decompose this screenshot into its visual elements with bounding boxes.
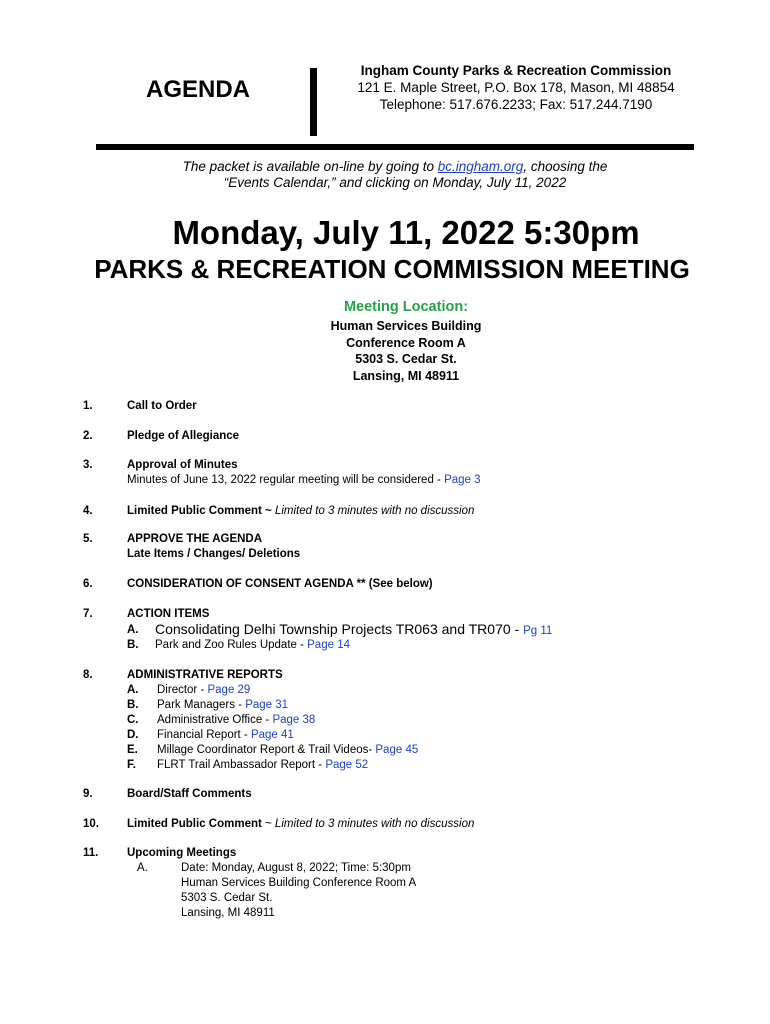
page-reference[interactable]: Page 31 — [245, 699, 289, 711]
sub-item-text: Millage Coordinator Report & Trail Videos- — [157, 744, 376, 756]
item-note: ~ Limited to 3 minutes with no discussion — [265, 818, 475, 830]
item-title: ADMINISTRATIVE REPORTS — [127, 669, 283, 681]
item-title: CONSIDERATION OF CONSENT AGENDA ** (See below) — [127, 578, 433, 590]
page-reference[interactable]: Page 3 — [444, 474, 481, 486]
page-reference[interactable]: Pg 11 — [523, 625, 553, 637]
organization-address: 121 E. Maple Street, P.O. Box 178, Mason, MI 48854 — [357, 80, 675, 95]
packet-notice — [96, 159, 694, 191]
sub-item — [127, 698, 747, 713]
item-title: ACTION ITEMS — [127, 608, 210, 620]
organization-block — [346, 62, 686, 113]
sub-item-text: Administrative Office - — [157, 714, 273, 726]
location-line: Human Services Building — [330, 319, 482, 333]
sub-item — [127, 861, 747, 876]
organization-phone: Telephone: 517.676.2233; Fax: 517.244.7190 — [379, 97, 653, 112]
item-number: 9. — [83, 788, 93, 800]
packet-text-suffix: , choosing the — [523, 159, 608, 174]
organization-name: Ingham County Parks & Recreation Commission — [360, 63, 672, 78]
sub-item-letter: D. — [127, 729, 139, 741]
sub-item-letter: E. — [127, 744, 138, 756]
sub-item — [127, 758, 747, 773]
sub-item-letter: B. — [127, 639, 139, 651]
page-reference[interactable]: Page 29 — [207, 684, 251, 696]
sub-item-letter: A. — [127, 684, 139, 696]
item-detail: Minutes of June 13, 2022 regular meeting will be considered - — [127, 474, 445, 486]
item-title: Limited Public Comment ~ — [127, 505, 275, 517]
item-title: Board/Staff Comments — [127, 788, 252, 800]
sub-item — [127, 728, 747, 743]
sub-item-text: FLRT Trail Ambassador Report - — [157, 759, 326, 771]
item-number: 10. — [83, 818, 99, 830]
item-number: 7. — [83, 608, 93, 620]
page-reference[interactable]: Page 45 — [375, 744, 419, 756]
location-line: 5303 S. Cedar St. — [355, 352, 457, 366]
sub-item-letter: A. — [127, 624, 139, 636]
item-number: 8. — [83, 669, 93, 681]
item-title: Upcoming Meetings — [127, 847, 237, 859]
item-title: Call to Order — [127, 400, 197, 412]
item-number: 4. — [83, 505, 93, 517]
sub-item-text: Director - — [157, 684, 208, 696]
sub-item-letter: A. — [137, 862, 148, 874]
packet-text-prefix: The packet is available on-line by going to — [182, 159, 438, 174]
item-number: 1. — [83, 400, 93, 412]
sub-item — [127, 743, 747, 758]
location-label: Meeting Location: — [343, 299, 469, 315]
sub-item — [127, 622, 747, 638]
location-line: Conference Room A — [346, 335, 466, 350]
header-rule — [96, 144, 694, 150]
meeting-place-line: Human Services Building Conference Room A — [181, 877, 417, 889]
page-reference[interactable]: Page 41 — [250, 729, 294, 741]
agenda-label: AGENDA — [146, 76, 251, 103]
meeting-place-line: 5303 S. Cedar St. — [181, 892, 273, 904]
sub-item-text: Park Managers - — [157, 699, 246, 711]
sub-item-letter: B. — [127, 699, 139, 711]
packet-text-line2: “Events Calendar,” and clicking on Monday, July 11, 2022 — [223, 175, 567, 190]
item-detail: Late Items / Changes/ Deletions — [127, 548, 301, 560]
item-number: 2. — [83, 430, 93, 442]
sub-item-letter: C. — [127, 714, 139, 726]
page-reference[interactable]: Page 52 — [325, 759, 369, 771]
item-note: Limited to 3 minutes with no discussion — [274, 505, 475, 517]
sub-item-text: Consolidating Delhi Township Projects TR063 and TR070 - — [155, 621, 524, 637]
item-title: Pledge of Allegiance — [127, 430, 240, 442]
item-title: Approval of Minutes — [127, 459, 238, 471]
sub-item-letter: F. — [127, 759, 136, 771]
item-number: 6. — [83, 578, 93, 590]
meeting-place-line: Lansing, MI 48911 — [181, 907, 275, 919]
item-title: APPROVE THE AGENDA — [127, 533, 263, 545]
sub-item — [127, 683, 747, 698]
header-divider-vertical — [310, 68, 317, 136]
meeting-title: PARKS & RECREATION COMMISSION MEETING — [94, 254, 690, 284]
item-number: 11. — [83, 847, 99, 859]
sub-item-text: Park and Zoo Rules Update - — [155, 639, 308, 651]
item-number: 3. — [83, 459, 93, 471]
sub-item — [127, 638, 747, 653]
sub-item — [127, 713, 747, 728]
item-number: 5. — [83, 533, 93, 545]
item-title: Limited Public Comment — [127, 818, 266, 830]
meeting-date-time: Date: Monday, August 8, 2022; Time: 5:30pm — [181, 862, 411, 874]
location-address — [0, 318, 770, 384]
sub-item-text: Financial Report - — [157, 729, 251, 741]
page-reference[interactable]: Page 14 — [307, 639, 350, 651]
page-reference[interactable]: Page 38 — [272, 714, 316, 726]
packet-link[interactable]: bc.ingham.org — [437, 159, 524, 174]
meeting-date-title: Monday, July 11, 2022 5:30pm — [172, 214, 640, 251]
location-line: Lansing, MI 48911 — [352, 368, 460, 383]
